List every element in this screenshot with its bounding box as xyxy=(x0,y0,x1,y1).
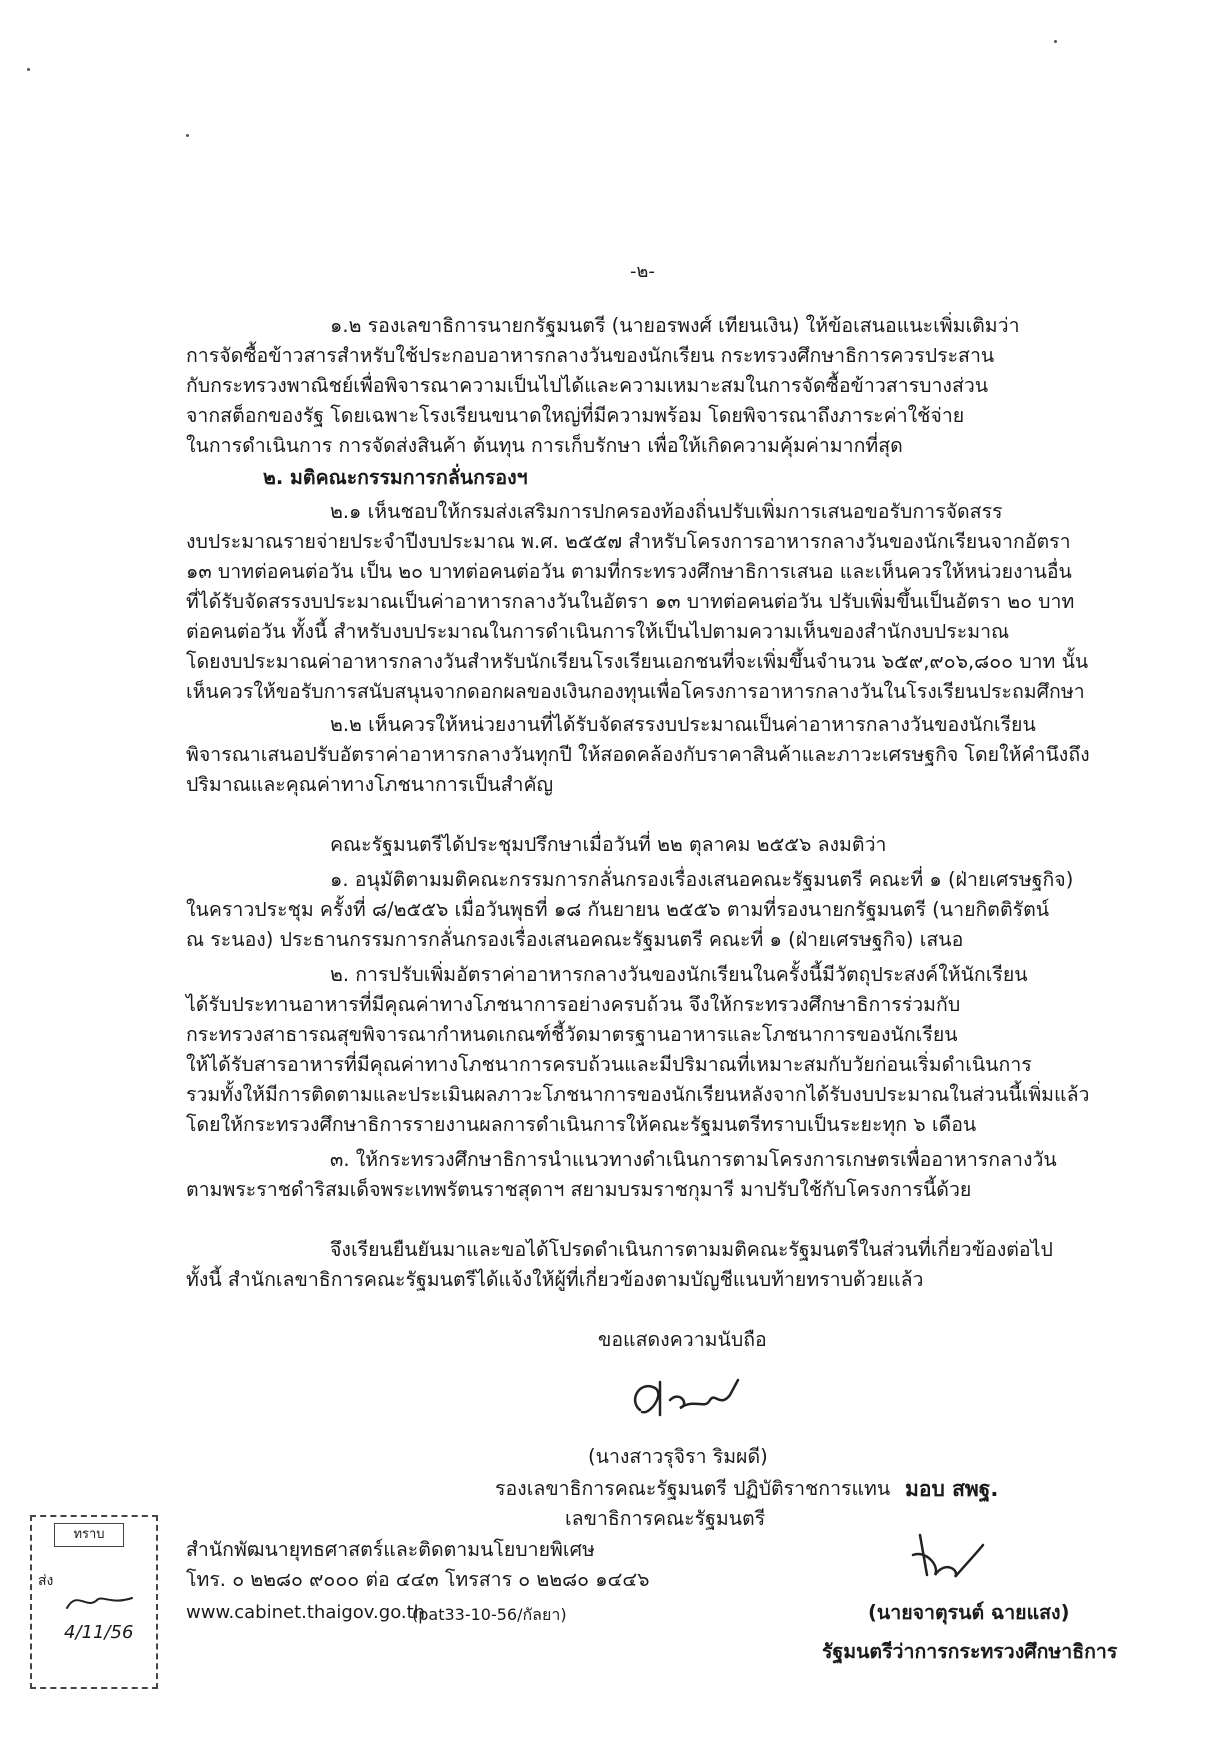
minister-signature-image xyxy=(905,1525,995,1590)
scan-speck xyxy=(186,134,189,137)
para-2-2-line: พิจารณาเสนอปรับอัตราค่าอาหารกลางวันทุกปี ให้สอดคล้องกับราคาสินค้าและภาวะเศรษฐกิจ โดยให้คำนึงถึง xyxy=(186,743,1090,766)
regards: ขอแสดงความนับถือ xyxy=(598,1328,767,1351)
para-2-1-line: เห็นควรให้ขอรับการสนับสนุนจากดอกผลของเงินกองทุนเพื่อโครงการอาหารกลางวันในโรงเรียนประถมศึกษา xyxy=(186,680,1085,703)
para-2-2-line: ปริมาณและคุณค่าทางโภชนาการเป็นสำคัญ xyxy=(186,773,554,796)
page-number: -๒- xyxy=(630,261,655,282)
para-1-2-line: ในการดำเนินการ การจัดส่งสินค้า ต้นทุน การเก็บรักษา เพื่อให้เกิดความคุ้มค่ามากที่สุด xyxy=(186,434,903,457)
cabinet-intro: คณะรัฐมนตรีได้ประชุมปรึกษาเมื่อวันที่ ๒๒ ตุลาคม ๒๕๕๖ ลงมติว่า xyxy=(330,833,887,856)
signatory-position: รองเลขาธิการคณะรัฐมนตรี ปฏิบัติราชการแทน xyxy=(495,1477,891,1500)
resolution-2-line: ๒. การปรับเพิ่มอัตราค่าอาหารกลางวันของนักเรียนในครั้งนี้มีวัตถุประสงค์ให้นักเรียน xyxy=(330,963,1028,986)
office-ref: (pat33-10-56/กัลยา) xyxy=(412,1605,567,1624)
para-2-1-line: งบประมาณรายจ่ายประจำปีงบประมาณ พ.ศ. ๒๕๕๗ สำหรับโครงการอาหารกลางวันของนักเรียนจากอัตรา xyxy=(186,530,1071,553)
signatory-position-2: เลขาธิการคณะรัฐมนตรี xyxy=(565,1507,766,1530)
resolution-3-line: ๓. ให้กระทรวงศึกษาธิการนำแนวทางดำเนินการตามโครงการเกษตรเพื่ออาหารกลางวัน xyxy=(330,1148,1057,1171)
resolution-2-line: กระทรวงสาธารณสุขพิจารณากำหนดเกณฑ์ชี้วัดมาตรฐานอาหารและโภชนาการของนักเรียน xyxy=(186,1023,958,1046)
para-1-2-line: ๑.๒ รองเลขาธิการนายกรัฐมนตรี (นายอรพงศ์ เทียนเงิน) ให้ข้อเสนอแนะเพิ่มเติมว่า xyxy=(330,314,1020,337)
minister-name: (นายจาตุรนต์ ฉายแสง) xyxy=(868,1601,1070,1624)
resolution-2-line: ได้รับประทานอาหารที่มีคุณค่าทางโภชนาการอย่างครบถ้วน จึงให้กระทรวงศึกษาธิการร่วมกับ xyxy=(186,993,961,1016)
signature-image xyxy=(620,1370,750,1430)
stamp-header: ทราบ xyxy=(54,1523,124,1547)
minister-position: รัฐมนตรีว่าการกระทรวงศึกษาธิการ xyxy=(822,1640,1118,1663)
para-1-2-line: จากสต็อกของรัฐ โดยเฉพาะโรงเรียนขนาดใหญ่ที่มีความพร้อม โดยพิจารณาถึงภาระค่าใช้จ่าย xyxy=(186,404,965,427)
scan-speck xyxy=(27,68,30,71)
stamp-date: 4/11/56 xyxy=(64,1622,134,1643)
section-heading: ๒. มติคณะกรรมการกลั่นกรองฯ xyxy=(263,466,528,489)
resolution-1-line: ในคราวประชุม ครั้งที่ ๘/๒๕๕๖ เมื่อวันพุธที่ ๑๘ กันยายน ๒๕๕๖ ตามที่รองนายกรัฐมนตรี (นายกิตติรัตน์ xyxy=(186,898,1050,921)
scan-speck xyxy=(1054,40,1057,43)
resolution-1-line: ๑. อนุมัติตามมติคณะกรรมการกลั่นกรองเรื่องเสนอคณะรัฐมนตรี คณะที่ ๑ (ฝ่ายเศรษฐกิจ) xyxy=(330,868,1074,891)
office-name: สำนักพัฒนายุทธศาสตร์และติดตามนโยบายพิเศษ xyxy=(186,1538,595,1561)
resolution-1-line: ณ ระนอง) ประธานกรรมการกลั่นกรองเรื่องเสนอคณะรัฐมนตรี คณะที่ ๑ (ฝ่ายเศรษฐกิจ) เสนอ xyxy=(186,928,964,951)
closing-line: ทั้งนี้ สำนักเลขาธิการคณะรัฐมนตรีได้แจ้งให้ผู้ที่เกี่ยวข้องตามบัญชีแนบท้ายทราบด้วยแล้ว xyxy=(186,1268,924,1291)
stamp-label: ส่ง xyxy=(38,1573,54,1589)
para-2-1-line: ต่อคนต่อวัน ทั้งนี้ สำหรับงบประมาณในการดำเนินการให้เป็นไปตามความเห็นของสำนักงบประมาณ xyxy=(186,620,1010,643)
para-2-1-line: ๒.๑ เห็นชอบให้กรมส่งเสริมการปกครองท้องถิ่นปรับเพิ่มการเสนอขอรับการจัดสรร xyxy=(330,500,1003,523)
resolution-2-line: ให้ได้รับสารอาหารที่มีคุณค่าทางโภชนาการครบถ้วนและมีปริมาณที่เหมาะสมกับวัยก่อนเริ่มดำเนินการ xyxy=(186,1053,1032,1076)
para-1-2-line: กับกระทรวงพาณิชย์เพื่อพิจารณาความเป็นไปได้และความเหมาะสมในการจัดซื้อข้าวสารบางส่วน xyxy=(186,374,989,397)
signatory-name: (นางสาวรุจิรา ริมผดี) xyxy=(588,1445,768,1468)
resolution-2-line: โดยให้กระทรวงศึกษาธิการรายงานผลการดำเนินการให้คณะรัฐมนตรีทราบเป็นระยะทุก ๖ เดือน xyxy=(186,1113,977,1136)
office-phone: โทร. ๐ ๒๒๘๐ ๙๐๐๐ ต่อ ๔๔๓ โทรสาร ๐ ๒๒๘๐ ๑๔๔๖ xyxy=(186,1568,650,1591)
handwritten-note: มอบ สพฐ. xyxy=(905,1477,999,1501)
stamp-initials-image xyxy=(62,1580,142,1620)
closing-line: จึงเรียนยืนยันมาและขอได้โปรดดำเนินการตามมติคณะรัฐมนตรีในส่วนที่เกี่ยวข้องต่อไป xyxy=(330,1238,1053,1261)
para-2-1-line: ที่ได้รับจัดสรรงบประมาณเป็นค่าอาหารกลางวันในอัตรา ๑๓ บาทต่อคนต่อวัน ปรับเพิ่มขึ้นเป็นอัตรา ๒๐ บาท xyxy=(186,590,1075,613)
para-2-2-line: ๒.๒ เห็นควรให้หน่วยงานที่ได้รับจัดสรรงบประมาณเป็นค่าอาหารกลางวันของนักเรียน xyxy=(330,713,1036,736)
resolution-2-line: รวมทั้งให้มีการติดตามและประเมินผลภาวะโภชนาการของนักเรียนหลังจากได้รับงบประมาณในส่วนนี้เพิ่มแล้ว xyxy=(186,1083,1090,1106)
para-2-1-line: โดยงบประมาณค่าอาหารกลางวันสำหรับนักเรียนโรงเรียนเอกชนที่จะเพิ่มขึ้นจำนวน ๖๕๙,๙๐๖,๘๐๐ บาท นั้น xyxy=(186,650,1089,673)
para-1-2-line: การจัดซื้อข้าวสารสำหรับใช้ประกอบอาหารกลางวันของนักเรียน กระทรวงศึกษาธิการควรประสาน xyxy=(186,344,995,367)
resolution-3-line: ตามพระราชดำริสมเด็จพระเทพรัตนราชสุดาฯ สยามบรมราชกุมารี มาปรับใช้กับโครงการนี้ด้วย xyxy=(186,1178,972,1201)
para-2-1-line: ๑๓ บาทต่อคนต่อวัน เป็น ๒๐ บาทต่อคนต่อวัน ตามที่กระทรวงศึกษาธิการเสนอ และเห็นควรให้หน่วยงานอื่น xyxy=(186,560,1072,583)
office-website: www.cabinet.thaigov.go.th xyxy=(186,1602,426,1623)
